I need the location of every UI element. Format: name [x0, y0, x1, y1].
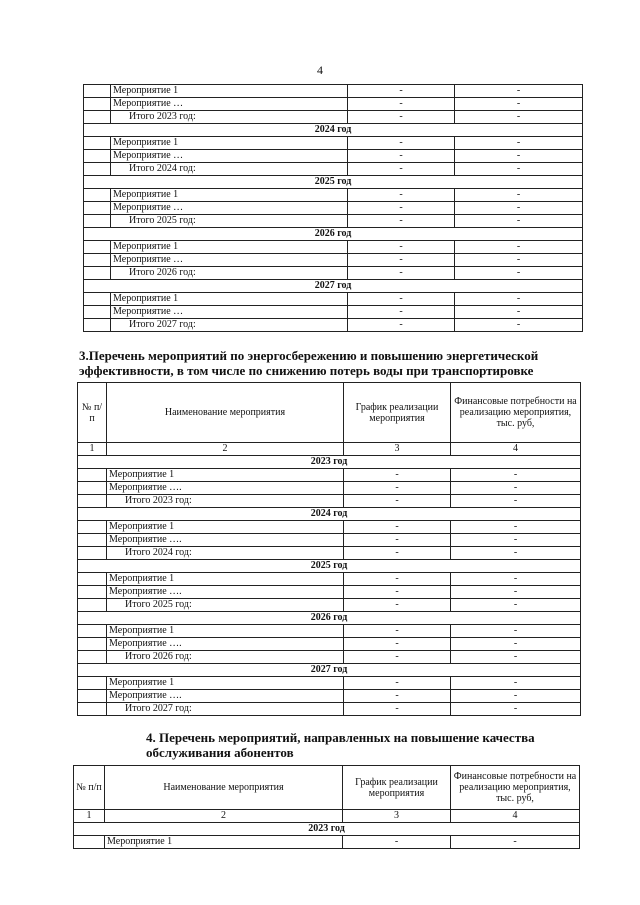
- total-row: Итого 2027 год: - -: [84, 319, 583, 332]
- table-row: Мероприятие 1 - -: [78, 677, 581, 690]
- year-row: 2024 год: [78, 508, 581, 521]
- section-3-title: 3.Перечень мероприятий по энергосбережению и повышению энергетической эффективности, в том числе по снижению потерь воды при транспортировке: [79, 348, 539, 378]
- total-row: Итого 2026 год: - -: [84, 267, 583, 280]
- table-row: Мероприятие … - -: [84, 306, 583, 319]
- year-row: 2025 год: [78, 560, 581, 573]
- year-row: 2027 год: [84, 280, 583, 293]
- year-row: 2023 год: [78, 456, 581, 469]
- total-row: Итого 2024 год: - -: [84, 163, 583, 176]
- total-row: Итого 2026 год: - -: [78, 651, 581, 664]
- total-row: Итого 2024 год: - -: [78, 547, 581, 560]
- table-row: Мероприятие 1 - -: [84, 137, 583, 150]
- column-numbers-row: 1 2 3 4: [78, 443, 581, 456]
- table-row: Мероприятие …. - -: [78, 638, 581, 651]
- col-finance-header: Финансовые потребности на реализацию мероприятия, тыс. руб,: [451, 383, 581, 443]
- col-number-header: № п/п: [78, 383, 107, 443]
- year-row: 2027 год: [78, 664, 581, 677]
- activity-name: Мероприятие …: [111, 98, 348, 111]
- col-schedule-header: График реализации мероприятия: [344, 383, 451, 443]
- table-row: Мероприятие …. - -: [78, 586, 581, 599]
- energy-efficiency-table: [77, 382, 581, 716]
- activities-table-continued: [83, 84, 583, 332]
- table-row: Мероприятие 1 - -: [84, 189, 583, 202]
- col-finance-header: Финансовые потребности на реализацию мероприятия, тыс. руб,: [451, 766, 580, 810]
- total-row: Итого 2027 год: - -: [78, 703, 581, 716]
- page-number: 4: [317, 63, 323, 77]
- table-row: Мероприятие 1 - -: [84, 293, 583, 306]
- table-row: Мероприятие … - -: [84, 150, 583, 163]
- table-row: Мероприятие 1 - -: [78, 573, 581, 586]
- total-row: Итого 2023 год: - -: [84, 111, 583, 124]
- column-numbers-row: 1 2 3 4: [74, 810, 580, 823]
- table-row: Мероприятие … - -: [84, 254, 583, 267]
- year-row: 2026 год: [84, 228, 583, 241]
- table-row: Мероприятие …. - -: [78, 482, 581, 495]
- table-row: Мероприятие 1 - -: [74, 836, 580, 849]
- col-name-header: Наименование мероприятия: [105, 766, 343, 810]
- activity-name: Мероприятие 1: [111, 85, 348, 98]
- year-row: 2026 год: [78, 612, 581, 625]
- table-header: [74, 766, 580, 810]
- total-row: Итого 2025 год: - -: [78, 599, 581, 612]
- table-row: Мероприятие 1 - -: [84, 241, 583, 254]
- total-row: Итого 2025 год: - -: [84, 215, 583, 228]
- year-row: 2024 год: [84, 124, 583, 137]
- table-row: Мероприятие 1 - -: [78, 625, 581, 638]
- col-number-header: № п/п: [74, 766, 105, 810]
- col-name-header: Наименование мероприятия: [107, 383, 344, 443]
- table-header: [78, 383, 581, 443]
- table-row: Мероприятие 1 - -: [78, 521, 581, 534]
- table-row: Мероприятие 1 - -: [84, 85, 583, 98]
- table-row: Мероприятие …. - -: [78, 534, 581, 547]
- table-row: Мероприятие 1 - -: [78, 469, 581, 482]
- table-row: Мероприятие … - -: [84, 98, 583, 111]
- table-row: Мероприятие …. - -: [78, 690, 581, 703]
- total-row: Итого 2023 год: - -: [78, 495, 581, 508]
- col-schedule-header: График реализации мероприятия: [343, 766, 451, 810]
- year-row: 2023 год: [74, 823, 580, 836]
- table-row: Мероприятие … - -: [84, 202, 583, 215]
- service-quality-table: [73, 765, 580, 849]
- year-row: 2025 год: [84, 176, 583, 189]
- section-4-title: 4. Перечень мероприятий, направленных на повышение качества обслуживания абонентов: [146, 730, 535, 760]
